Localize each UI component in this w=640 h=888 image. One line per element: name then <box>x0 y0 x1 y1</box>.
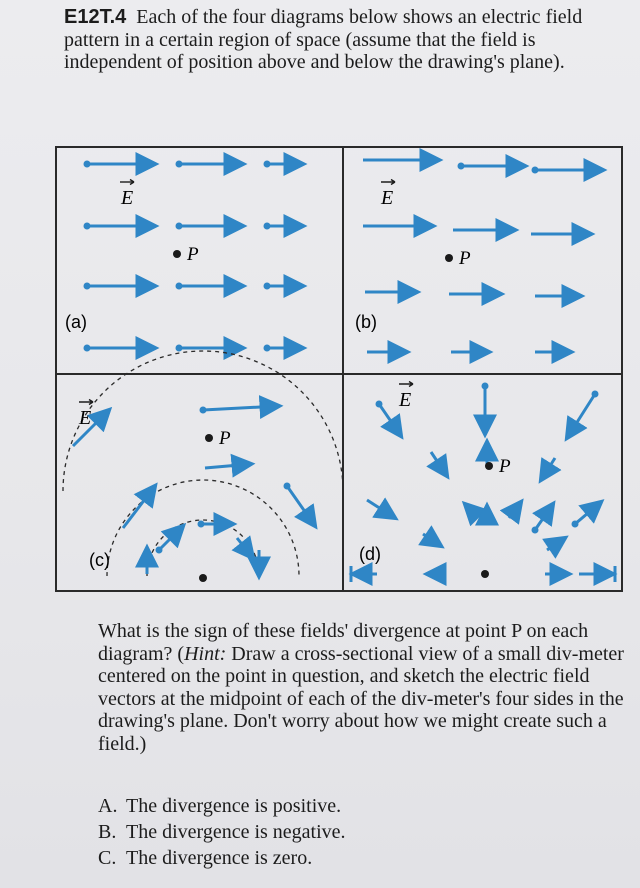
panel-b-tail-dots <box>458 163 539 174</box>
panel-d-field-label <box>398 382 413 412</box>
panel-c-e-symbol: E <box>79 407 92 429</box>
field-diagrams-svg <box>55 146 623 592</box>
panel-a-e-symbol: E <box>121 187 134 209</box>
panel-d-e-symbol: E <box>399 389 412 411</box>
choice-c <box>98 845 578 871</box>
panel-a <box>65 161 303 352</box>
panel-c <box>63 351 343 582</box>
panel-d-point-p <box>485 462 493 470</box>
panel-a-point-label: P <box>187 244 199 265</box>
panel-d-label: (d) <box>359 544 381 564</box>
choice-c-letter: C. <box>98 847 117 869</box>
field-diagram-figure <box>55 146 623 592</box>
panel-d-point-label: P <box>499 456 511 477</box>
panel-c-point-label: P <box>219 428 231 449</box>
choice-a-text: The divergence is positive. <box>126 795 342 817</box>
answer-choices <box>98 793 578 871</box>
question-main: What is the sign of these fields' divergence at point P on each diagram? <box>98 620 589 665</box>
hint-text: Draw a cross-sectional view of a small div-meter centered on the point in question, and sketch the electric field vectors at the midpoint of each of the div-meter's four sides in the drawing's plane. Don't worry about how we might create such a field.) <box>98 642 624 755</box>
panel-b-label: (b) <box>355 312 377 332</box>
hint-open-paren: ( <box>177 642 185 665</box>
panel-b-e-symbol: E <box>381 187 394 209</box>
hint-label: Hint: <box>184 642 227 665</box>
question-text <box>98 620 638 756</box>
choice-a-letter: A. <box>98 795 118 817</box>
problem-text: Each of the four diagrams below shows an electric field pattern in a certain region of space (assume that the field is independent of position above and below the drawing's plane). <box>64 6 583 73</box>
panel-c-center-dot <box>199 574 207 582</box>
panel-a-field-label <box>120 180 134 210</box>
panel-a-point-p <box>173 250 181 258</box>
panel-b-point-label: P <box>459 248 471 269</box>
panel-b <box>355 160 603 352</box>
problem-statement <box>64 6 634 74</box>
panel-c-point-p <box>205 434 213 442</box>
panel-c-label: (c) <box>89 550 110 570</box>
panel-b-field-label <box>380 180 395 210</box>
choice-c-text: The divergence is zero. <box>126 847 313 869</box>
panel-b-point-p <box>445 254 453 262</box>
choice-a <box>98 793 578 819</box>
panel-d <box>351 382 615 583</box>
panel-a-label: (a) <box>65 312 87 332</box>
choice-b <box>98 819 578 845</box>
panel-c-dashed-arcs <box>63 351 343 576</box>
choice-b-letter: B. <box>98 821 117 843</box>
problem-label: E12T.4 <box>64 6 127 28</box>
choice-b-text: The divergence is negative. <box>126 821 346 843</box>
panel-b-field-arrows <box>363 160 603 352</box>
panel-d-center-dot <box>481 570 489 578</box>
panel-d-field-arrows <box>353 386 613 574</box>
panel-c-field-label <box>78 400 93 430</box>
